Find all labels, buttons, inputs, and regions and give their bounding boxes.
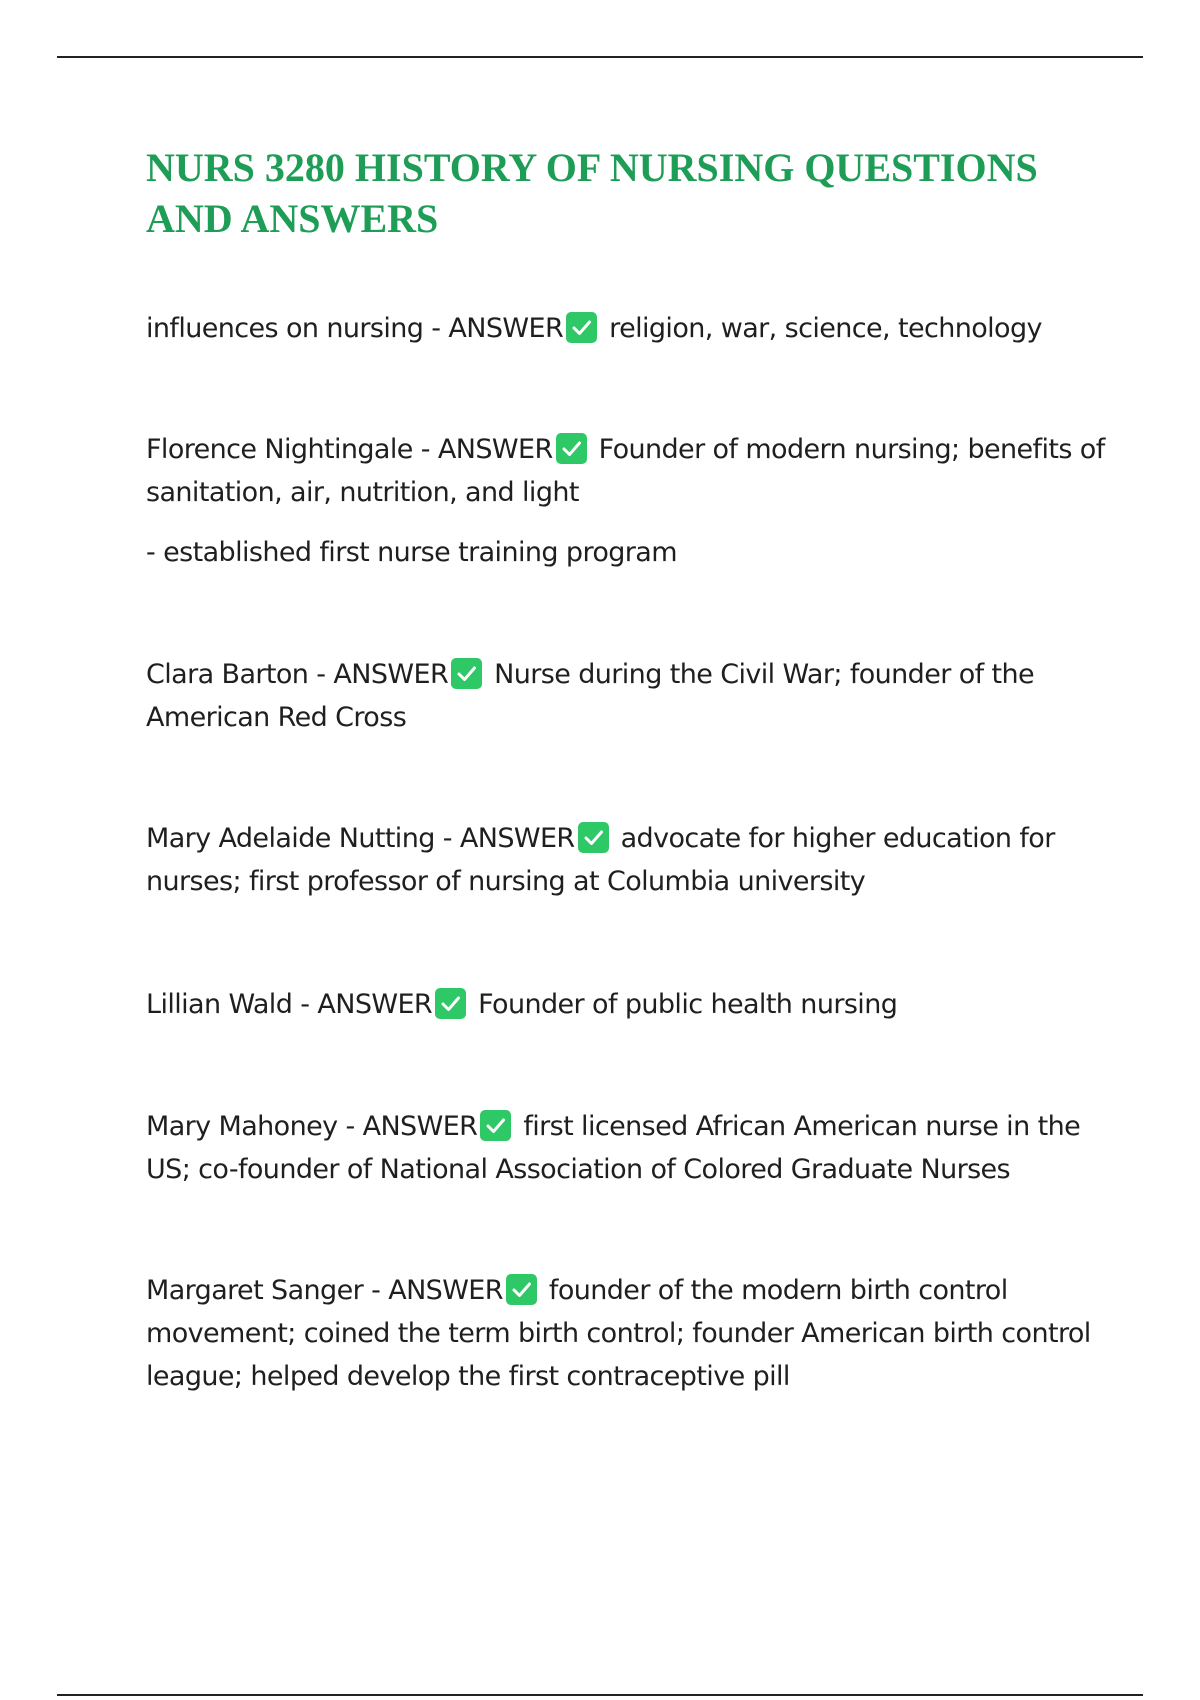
qa-entry	[146, 307, 1106, 350]
qa-line	[146, 1269, 1106, 1398]
qa-entry	[146, 428, 1106, 574]
qa-term: influences on nursing - ANSWER	[146, 313, 564, 344]
bottom-rule	[57, 1694, 1143, 1696]
qa-term: Mary Adelaide Nutting - ANSWER	[146, 823, 575, 854]
qa-extra-line: - established first nurse training program	[146, 537, 677, 568]
top-rule	[57, 56, 1143, 58]
check-mark-icon	[451, 658, 482, 689]
check-mark-icon	[566, 312, 597, 343]
qa-entry	[146, 1105, 1106, 1191]
qa-answer: Founder of modern nursing; benefits of sanitation, air, nutrition, and light	[146, 434, 1105, 508]
qa-answer: first licensed African American nurse in the US; co-founder of National Association of Colored Graduate Nurses	[146, 1111, 1081, 1185]
check-mark-icon	[480, 1110, 511, 1141]
check-mark-icon	[578, 822, 609, 853]
qa-term: Margaret Sanger - ANSWER	[146, 1275, 503, 1306]
qa-entry	[146, 653, 1106, 739]
qa-line	[146, 817, 1106, 903]
qa-term: Lillian Wald - ANSWER	[146, 989, 433, 1020]
qa-answer: founder of the modern birth control movement; coined the term birth control; founder American birth control league; helped develop the first contraceptive pill	[146, 1275, 1091, 1392]
qa-entry	[146, 1269, 1106, 1398]
qa-term: Mary Mahoney - ANSWER	[146, 1111, 478, 1142]
qa-answer: Nurse during the Civil War; founder of the American Red Cross	[146, 659, 1035, 733]
check-mark-icon	[506, 1274, 537, 1305]
qa-line	[146, 307, 1106, 350]
qa-term: Florence Nightingale - ANSWER	[146, 434, 553, 465]
qa-line	[146, 428, 1106, 514]
qa-answer: religion, war, science, technology	[609, 313, 1042, 344]
qa-term: Clara Barton - ANSWER	[146, 659, 449, 690]
qa-answer: Founder of public health nursing	[478, 989, 898, 1020]
document-title: NURS 3280 HISTORY OF NURSING QUESTIONS AND ANSWERS	[146, 145, 1038, 241]
qa-entry	[146, 983, 1106, 1026]
check-mark-icon	[556, 433, 587, 464]
qa-line	[146, 1105, 1106, 1191]
qa-line	[146, 983, 1106, 1026]
check-mark-icon	[435, 988, 466, 1019]
qa-entry	[146, 817, 1106, 903]
qa-line	[146, 653, 1106, 739]
qa-answer: advocate for higher education for nurses; first professor of nursing at Columbia university	[146, 823, 1055, 897]
